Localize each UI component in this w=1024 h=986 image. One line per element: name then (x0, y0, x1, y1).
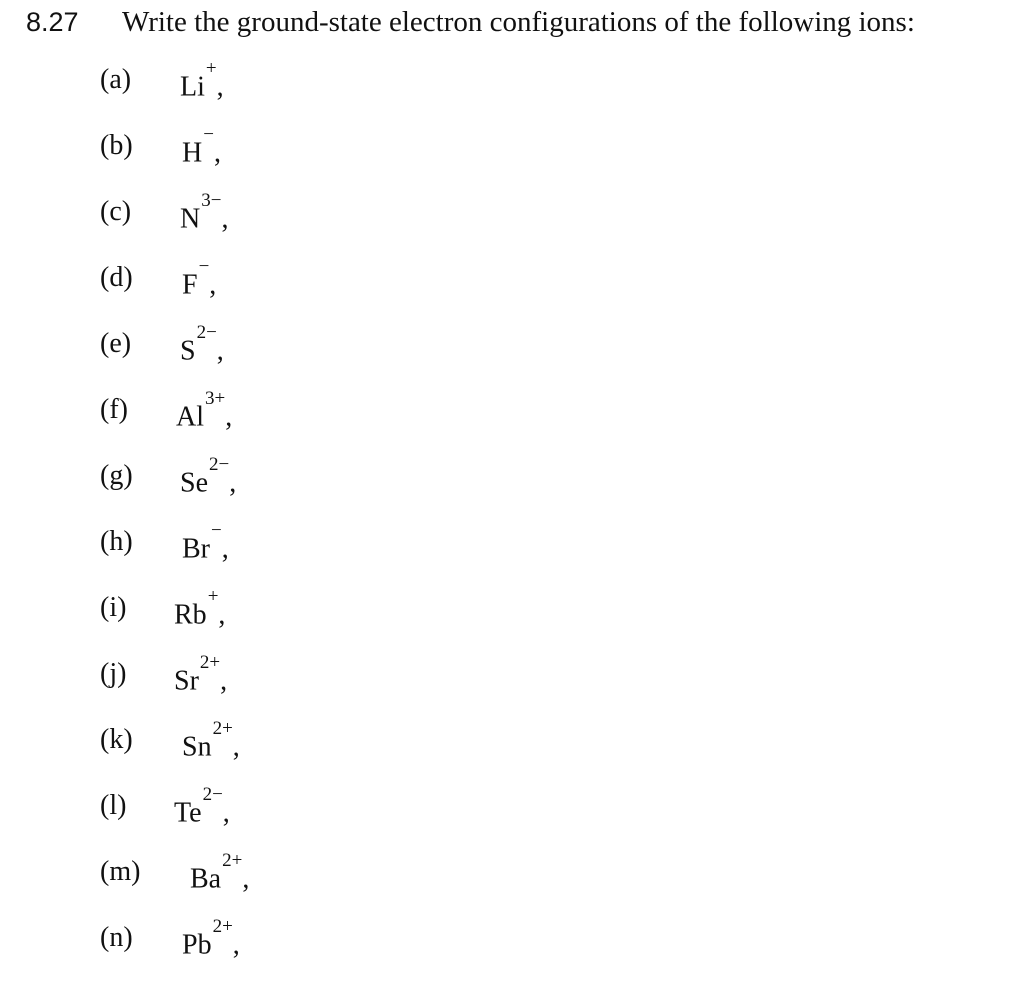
ion (180, 322, 224, 369)
item-label: (f) (100, 394, 128, 425)
item-label: (d) (100, 262, 133, 293)
ion-charge: 2− (196, 322, 217, 343)
ion-separator: , (218, 599, 226, 631)
ion-symbol: Rb (174, 599, 207, 631)
ion-symbol: H (182, 137, 203, 169)
item-label: (g) (100, 460, 133, 491)
list-item (100, 784, 700, 854)
list-item (100, 850, 700, 920)
ion-symbol: Al (176, 401, 204, 433)
ion (180, 454, 237, 501)
list-item (100, 520, 700, 590)
ion-charge: + (205, 58, 217, 79)
ion-separator: , (225, 401, 233, 433)
ion-charge: 2+ (212, 718, 233, 739)
ion-separator: , (216, 71, 224, 103)
ion-symbol: N (180, 203, 201, 235)
ion-list (100, 58, 700, 986)
item-label: (n) (100, 922, 133, 953)
ion (182, 718, 240, 765)
ion (174, 784, 230, 831)
ion-charge: + (207, 586, 219, 607)
ion-symbol: S (180, 335, 196, 367)
item-label: (k) (100, 724, 133, 755)
item-label: (c) (100, 196, 132, 227)
ion-symbol: Ba (190, 863, 222, 895)
list-item (100, 586, 700, 656)
item-label: (b) (100, 130, 133, 161)
ion-charge: − (203, 124, 214, 145)
ion-separator: , (221, 533, 229, 565)
list-item (100, 916, 700, 986)
ion-symbol: Pb (182, 929, 212, 961)
ion-symbol: Sn (182, 731, 212, 763)
ion-separator: , (229, 467, 237, 499)
item-label: (i) (100, 592, 127, 623)
item-label: (h) (100, 526, 133, 557)
list-item (100, 190, 700, 260)
ion-separator: , (222, 797, 230, 829)
ion-charge: 2+ (212, 916, 233, 937)
item-label: (j) (100, 658, 127, 689)
ion (190, 850, 250, 897)
list-item (100, 124, 700, 194)
ion (182, 916, 240, 963)
list-item (100, 388, 700, 458)
ion-separator: , (232, 929, 240, 961)
ion-separator: , (232, 731, 240, 763)
ion (182, 124, 221, 171)
ion-charge: 2+ (199, 652, 221, 673)
ion-symbol: F (182, 269, 198, 301)
list-item (100, 718, 700, 788)
ion-charge: 2− (209, 454, 230, 475)
ion-separator: , (209, 269, 217, 301)
item-label: (m) (100, 856, 141, 887)
list-item (100, 58, 700, 128)
ion-separator: , (242, 863, 250, 895)
ion-separator: , (216, 335, 224, 367)
ion-charge: 2+ (222, 850, 243, 871)
ion-charge: 3− (201, 190, 222, 211)
ion-symbol: Li (180, 71, 205, 103)
ion-separator: , (220, 665, 228, 697)
ion (180, 58, 224, 105)
problem-prompt: Write the ground-state electron configurations of the following ions: (122, 6, 915, 38)
ion (182, 256, 217, 303)
ion-symbol: Sr (174, 665, 199, 697)
ion-charge: 3+ (205, 388, 226, 409)
item-label: (a) (100, 64, 132, 95)
ion (176, 388, 233, 435)
ion (174, 652, 228, 699)
problem-number: 8.27 (26, 7, 79, 37)
ion (182, 520, 229, 567)
ion-symbol: Se (180, 467, 208, 499)
list-item (100, 322, 700, 392)
list-item (100, 652, 700, 722)
ion-separator: , (221, 203, 229, 235)
item-label: (e) (100, 328, 132, 359)
ion-charge: 2− (202, 784, 223, 805)
ion-charge: − (198, 256, 210, 277)
item-label: (l) (100, 790, 127, 821)
list-item (100, 454, 700, 524)
ion-symbol: Br (182, 533, 210, 565)
ion (180, 190, 229, 237)
ion-separator: , (213, 137, 221, 169)
list-item (100, 256, 700, 326)
ion (174, 586, 226, 633)
ion-symbol: Te (174, 797, 202, 829)
ion-charge: − (211, 520, 222, 541)
